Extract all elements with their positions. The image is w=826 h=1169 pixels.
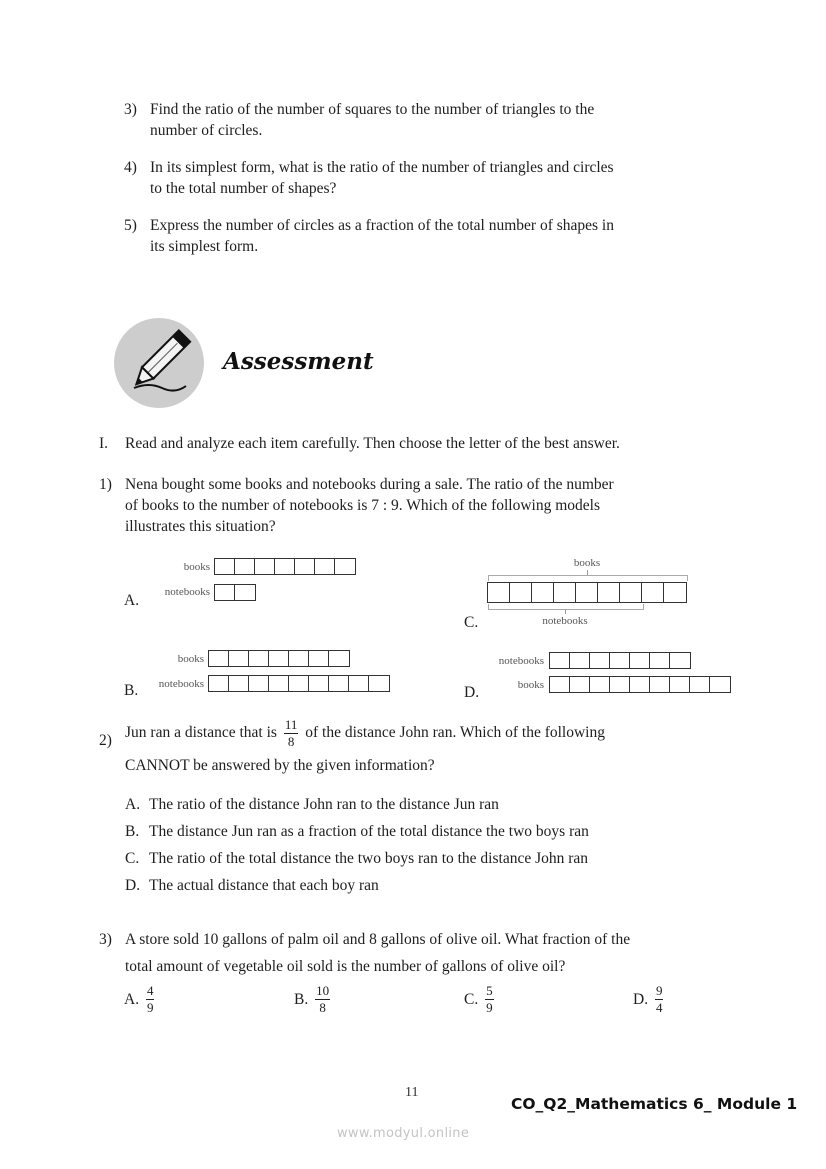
question-text-line: total amount of vegetable oil sold is the number of gallons of olive oil? (125, 958, 566, 975)
question-text-line: Find the ratio of the number of squares to the number of triangles to the (150, 101, 595, 118)
bar-label-notebooks: notebooks (542, 615, 588, 627)
fraction: $\frac{9}{4}$ (655, 983, 663, 1015)
module-code: CO_Q2_Mathematics 6_ Module 1 (511, 1095, 798, 1113)
bar-model-books (549, 676, 731, 693)
fraction: $\frac{5}{9}$ (486, 983, 493, 1015)
bar-model-notebooks (214, 584, 256, 601)
bar-model-combined (487, 582, 687, 603)
option-letter: B. (124, 682, 139, 699)
question-number: 1) (99, 476, 112, 493)
question-text-line: CANNOT be answered by the given information? (125, 757, 435, 774)
bar-model-books (208, 650, 350, 667)
section-title: Assessment (223, 348, 374, 375)
question-number: 4) (124, 159, 137, 176)
bar-model-notebooks (208, 675, 390, 692)
q2-choice-c[interactable]: C. The ratio of the total distance the two boys ran to the distance John ran (125, 850, 589, 867)
question-text-line: of books to the number of notebooks is 7 : 9. Which of the following models (125, 497, 600, 514)
question-text-line: number of circles. (150, 122, 263, 139)
question-text-line: Jun ran a distance that is $\frac{11}{8}$ of the distance John ran. Which of the following (125, 717, 605, 749)
q3-choice-d[interactable]: D. $\frac{9}{4}$ (633, 983, 663, 1015)
q3-choice-a[interactable]: A. $\frac{4}{9}$ (124, 983, 154, 1015)
bar-label-books: books (183, 561, 210, 573)
option-letter: C. (464, 614, 479, 631)
question-text-line: illustrates this situation? (125, 518, 276, 535)
question-text-line: Express the number of circles as a fraction of the total number of shapes in (150, 217, 614, 234)
question-number: 5) (124, 217, 137, 234)
bar-label-notebooks: notebooks (164, 586, 210, 598)
bar-label-books: books (517, 679, 544, 691)
page-number: 11 (405, 1085, 419, 1100)
q2-choice-a[interactable]: A. The ratio of the distance John ran to the distance Jun ran (125, 796, 499, 813)
bar-label-books: books (573, 557, 601, 569)
q2-choices (125, 794, 745, 902)
question-number: 2) (99, 732, 112, 749)
bar-model-books (214, 558, 356, 575)
bar-label-notebooks: notebooks (158, 678, 204, 690)
bracket-notebooks (488, 604, 644, 610)
option-letter: A. (124, 592, 140, 609)
fraction: $\frac{4}{9}$ (146, 983, 154, 1015)
bracket-books (488, 575, 688, 581)
q2-choice-d[interactable]: D. The actual distance that each boy ran (125, 877, 379, 894)
q3-choice-b[interactable]: B. $\frac{10}{8}$ (294, 983, 330, 1015)
question-number: 3) (124, 101, 137, 118)
q3-choice-c[interactable]: C. $\frac{5}{9}$ (464, 983, 493, 1015)
bar-label-books: books (177, 653, 204, 665)
watermark: www.modyul.online (337, 1126, 470, 1141)
pencil-icon (114, 318, 204, 408)
bar-model-notebooks (549, 652, 691, 669)
instruction-text: Read and analyze each item carefully. Then choose the letter of the best answer. (125, 435, 620, 452)
fraction: $\frac{11}{8}$ (284, 717, 298, 749)
question-text-line: A store sold 10 gallons of palm oil and 8 gallons of olive oil. What fraction of the (125, 931, 631, 948)
question-text-line: to the total number of shapes? (150, 180, 337, 197)
option-letter: D. (464, 684, 480, 701)
instruction-number: I. (99, 435, 109, 452)
question-text-line: its simplest form. (150, 238, 259, 255)
question-text-line: In its simplest form, what is the ratio of the number of triangles and circles (150, 159, 614, 176)
fraction: $\frac{10}{8}$ (316, 983, 330, 1015)
question-number: 3) (99, 931, 112, 948)
bar-label-notebooks: notebooks (498, 655, 544, 667)
q2-choice-b[interactable]: B. The distance Jun ran as a fraction of the total distance the two boys ran (125, 823, 589, 840)
assessment-badge (114, 318, 204, 408)
question-text-line: Nena bought some books and notebooks during a sale. The ratio of the number (125, 476, 614, 493)
